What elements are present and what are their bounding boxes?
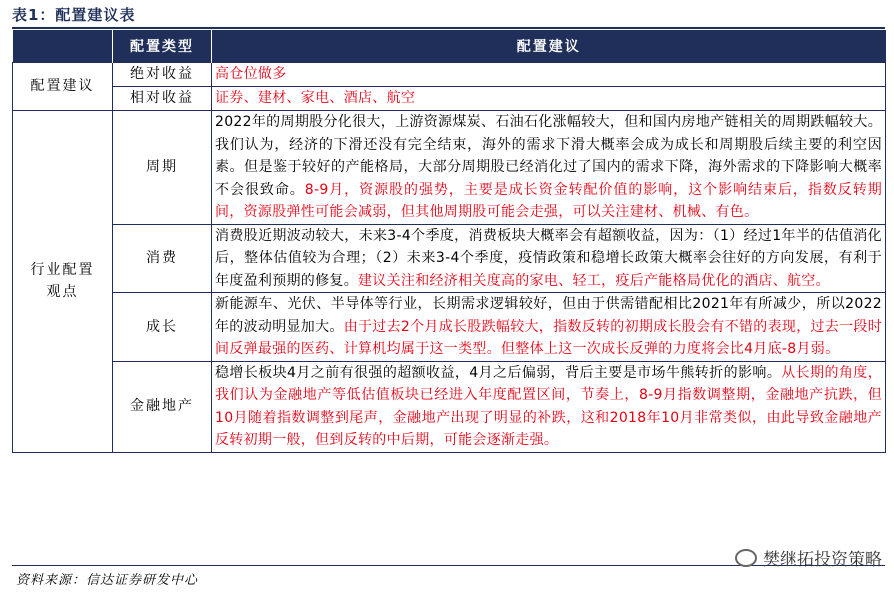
header-advice: 配置建议 [212,30,886,63]
watermark [735,545,882,570]
header-type: 配置类型 [113,30,212,63]
finance-text-plain: 稳增长板块4月之前有很强的超额收益，4月之后偏弱，背后主要是市场牛熊转折的影响。 [215,364,782,381]
finance-text-emphasis: 从长期的角度，我们认为金融地产等低估值板块已经进入年度配置区间，节奏上，8-9月指数调整期，金融地产抗跌，但10月随着指数调整到尾声，金融地产出现了明显的补跌，这和2018年10月非常类似，由此导致金融地产反转初期一般，但到反转的中后期，可能会逐渐走强。 [215,364,882,448]
row-text-growth [212,293,886,362]
row-text-absolute: 高仓位做多 [212,63,886,87]
row-label-cyclical: 周期 [113,111,212,225]
watermark-text: 樊继拓投资策略 [763,550,882,570]
table-row [13,87,886,111]
row-text-cyclical [212,111,886,225]
table-row [13,224,886,293]
table-row [13,293,886,362]
source-note: 资料来源：信达证券研发中心 [16,573,199,588]
growth-text-plain: 新能源车、光伏、半导体等行业，长期需求逻辑较好，但由于供需错配相比2021年有所减少，所以2022年的波动明显加大。 [215,296,882,335]
row-label-consumer: 消费 [113,224,212,293]
header-row [13,30,886,63]
top-rule [12,27,885,29]
row-label-absolute: 绝对收益 [113,63,212,87]
cyclical-text-emphasis: 8-9月，资源股的强势，主要是成长资金转配价值的影响，这个影响结束后，指数反转期间，资源股弹性可能会减弱，但其他周期股可能会走强，可以关注建材、机械、有色。 [215,181,882,220]
row-text-consumer [212,224,886,293]
config-group-label: 配置建议 [13,63,113,111]
header-empty [13,30,113,63]
industry-group-label: 行业配置观点 [13,111,113,453]
row-label-finance: 金融地产 [113,361,212,452]
table-row [13,361,886,452]
wechat-icon [735,549,757,567]
consumer-text-emphasis: 建议关注和经济相关度高的家电、轻工，疫后产能格局优化的酒店、航空。 [358,272,830,289]
table-row [13,111,886,225]
growth-text-emphasis: 由于过去2个月成长股跌幅较大，指数反转的初期成长股会有不错的表现，过去一段时间反弹最强的医药、计算机均属于这一类型。但整体上这一次成长反弹的力度将会比4月底-8月弱。 [215,318,883,357]
row-text-finance [212,361,886,452]
consumer-text-plain: 消费股近期波动较大，未来3-4个季度，消费板块大概率会有超额收益，因为：（1）经过1年半的估值消化后，整体估值较为合理；（2）未来3-4个季度，疫情政策和稳增长政策大概率会往好的方向发展，有利于年度盈利预期的修复。 [215,227,882,289]
row-text-relative: 证券、建材、家电、酒店、航空 [212,87,886,111]
config-table [12,30,886,453]
cyclical-text-plain: 2022年的周期股分化很大，上游资源煤炭、石油石化涨幅较大，但和国内房地产链相关的周期跌幅较大。我们认为，经济的下滑还没有完全结束，海外的需求下滑大概率会成为成长和周期股后续主要的利空因素。但是鉴于较好的产能格局，大部分周期股已经消化过了国内的需求下降，海外需求的下降影响大概率不会很致命。 [215,114,882,198]
table-row [13,63,886,87]
table-title: 表1：配置建议表 [12,6,136,24]
row-label-growth: 成长 [113,293,212,362]
row-label-relative: 相对收益 [113,87,212,111]
